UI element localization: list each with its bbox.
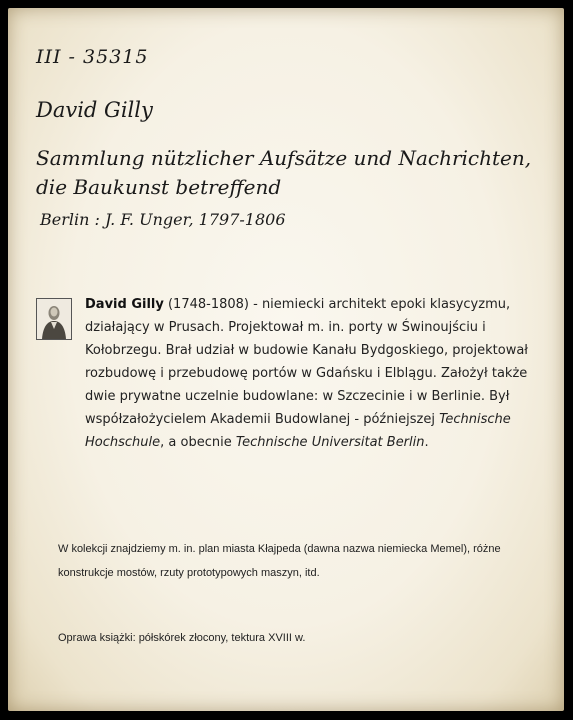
bio-italic-1: Technische Hochschule bbox=[85, 412, 511, 450]
bio-text-3: . bbox=[424, 435, 429, 450]
imprint: Berlin : J. F. Unger, 1797-1806 bbox=[40, 210, 286, 229]
book-title bbox=[36, 144, 556, 202]
title-line-2: die Baukunst betreffend bbox=[36, 175, 282, 199]
biography-paragraph bbox=[85, 293, 553, 454]
bio-text-2: , a obecnie bbox=[160, 435, 236, 450]
bio-dates: (1748-1808) bbox=[163, 297, 249, 312]
paper-sheet bbox=[8, 8, 564, 711]
bio-italic-2: Technische Universitat Berlin bbox=[235, 435, 425, 450]
bio-name: David Gilly bbox=[85, 297, 164, 312]
author-heading: David Gilly bbox=[36, 98, 153, 122]
title-line-1: Sammlung nützlicher Aufsätze und Nachrichten, bbox=[36, 146, 532, 170]
binding-note: Oprawa książki: półskórek złocony, tektura XVIII w. bbox=[58, 632, 306, 644]
call-number: III - 35315 bbox=[36, 46, 149, 68]
bio-text-1: - niemiecki architekt epoki klasycyzmu, działający w Prusach. Projektował m. in. porty w Świnoujściu i Kołobrzegu. Brał udział w budowie Kanału Bydgoskiego, projektował rozbudowę i przebudowę portów w Gdańsku i Elblągu. Założył także dwie prywatne uczelnie budowlane: w Szczecinie i w Berlinie. Był współzałożycielem Akademii Budowlanej - późniejszej bbox=[85, 297, 528, 427]
collection-note: W kolekcji znajdziemy m. in. plan miasta Kłajpeda (dawna nazwa niemiecka Memel), różne konstrukcje mostów, rzuty prototypowych maszyn, itd. bbox=[58, 543, 501, 579]
author-portrait bbox=[36, 298, 72, 340]
